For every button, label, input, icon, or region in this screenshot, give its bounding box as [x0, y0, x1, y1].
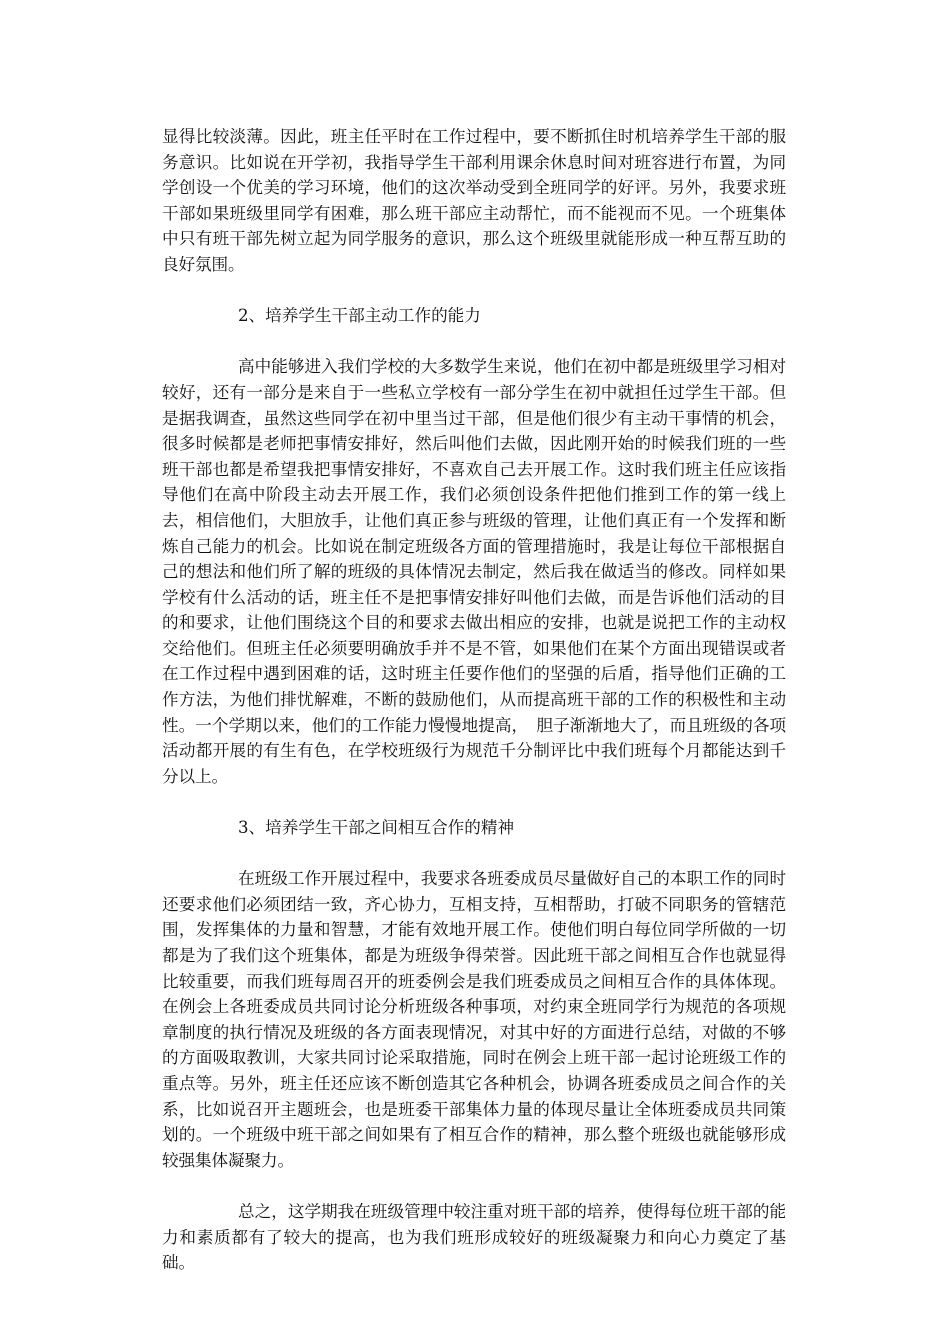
document-page: [162, 124, 786, 1276]
paragraph-cooperation: 在班级工作开展过程中，我要求各班委成员尽量做好自己的本职工作的同时还要求他们必须团结一致，齐心协力，互相支持，互相帮助，打破不同职务的管辖范围，发挥集体的力量和智慧，才能有效地开展工作。使他们明白每位同学所做的一切都是为了我们这个班集体，都是为班级争得荣誉。因此班干部之间相互合作也就显得比较重要，而我们班每周召开的班委例会是我们班委成员之间相互合作的具体体现。在例会上各班委成员共同讨论分析班级各种事项，对约束全班同学行为规范的各项规章制度的执行情况及班级的各方面表现情况，对其中好的方面进行总结，对做的不够的方面吸取教训，大家共同讨论采取措施，同时在例会上班干部一起讨论班级工作的重点等。另外，班主任还应该不断创造其它各种机会，协调各班委成员之间合作的关系，比如说召开主题班会，也是班委干部集体力量的体现尽量让全体班委成员共同策划的。一个班级中班干部之间如果有了相互合作的精神，那么整个班级也就能够形成较强集体凝聚力。: [162, 869, 786, 1170]
section-heading-2: 2、培养学生干部主动工作的能力: [238, 306, 481, 326]
section-heading-3: 3、培养学生干部之间相互合作的精神: [238, 818, 515, 838]
paragraph-conclusion: 总之，这学期我在班级管理中较注重对班干部的培养，使得每位班干部的能力和素质都有了较大的提高，也为我们班形成较好的班级凝聚力和向心力奠定了基础。: [162, 1201, 786, 1273]
paragraph-service-awareness: 显得比较淡薄。因此，班主任平时在工作过程中，要不断抓住时机培养学生干部的服务意识。比如说在开学初，我指导学生干部利用课余休息时间对班容进行布置，为同学创设一个优美的学习环境，他们的这次举动受到全班同学的好评。另外，我要求班干部如果班级里同学有困难，那么班干部应主动帮忙，而不能视而不见。一个班集体中只有班干部先树立起为同学服务的意识，那么这个班级里就能形成一种互帮互助的良好氛围。: [162, 127, 786, 274]
paragraph-initiative: 高中能够进入我们学校的大多数学生来说，他们在初中都是班级里学习相对较好，还有一部分是来自于一些私立学校有一部分学生在初中就担任过学生干部。但是据我调查，虽然这些同学在初中里当过干部，但是他们很少有主动干事情的机会，很多时候都是老师把事情安排好，然后叫他们去做，因此刚开始的时候我们班的一些班干部也都是希望我把事情安排好，不喜欢自己去开展工作。这时我们班主任应该指导他们在高中阶段主动去开展工作，我们必须创设条件把他们推到工作的第一线上去，相信他们，大胆放手，让他们真正参与班级的管理，让他们真正有一个发挥和断炼自己能力的机会。比如说在制定班级各方面的管理措施时，我是让每位干部根据自己的想法和他们所了解的班级的具体情况去制定，然后我在做适当的修改。同样如果学校有什么活动的话，班主任不是把事情安排好叫他们去做，而是告诉他们活动的目的和要求，让他们围绕这个目的和要求去做出相应的安排，也就是说把工作的主动权交给他们。但班主任必须要明确放手并不是不管，如果他们在某个方面出现错误或者在工作过程中遇到困难的话，这时班主任要作他们的坚强的后盾，指导他们正确的工作方法，为他们排忧解难，不断的鼓励他们，从而提高班干部的工作的积极性和主动性。一个学期以来，他们的工作能力慢慢地提高， 胆子渐渐地大了，而且班级的各项活动都开展的有生有色，在学校班级行为规范千分制评比中我们班每个月都能达到千分以上。: [162, 357, 786, 786]
